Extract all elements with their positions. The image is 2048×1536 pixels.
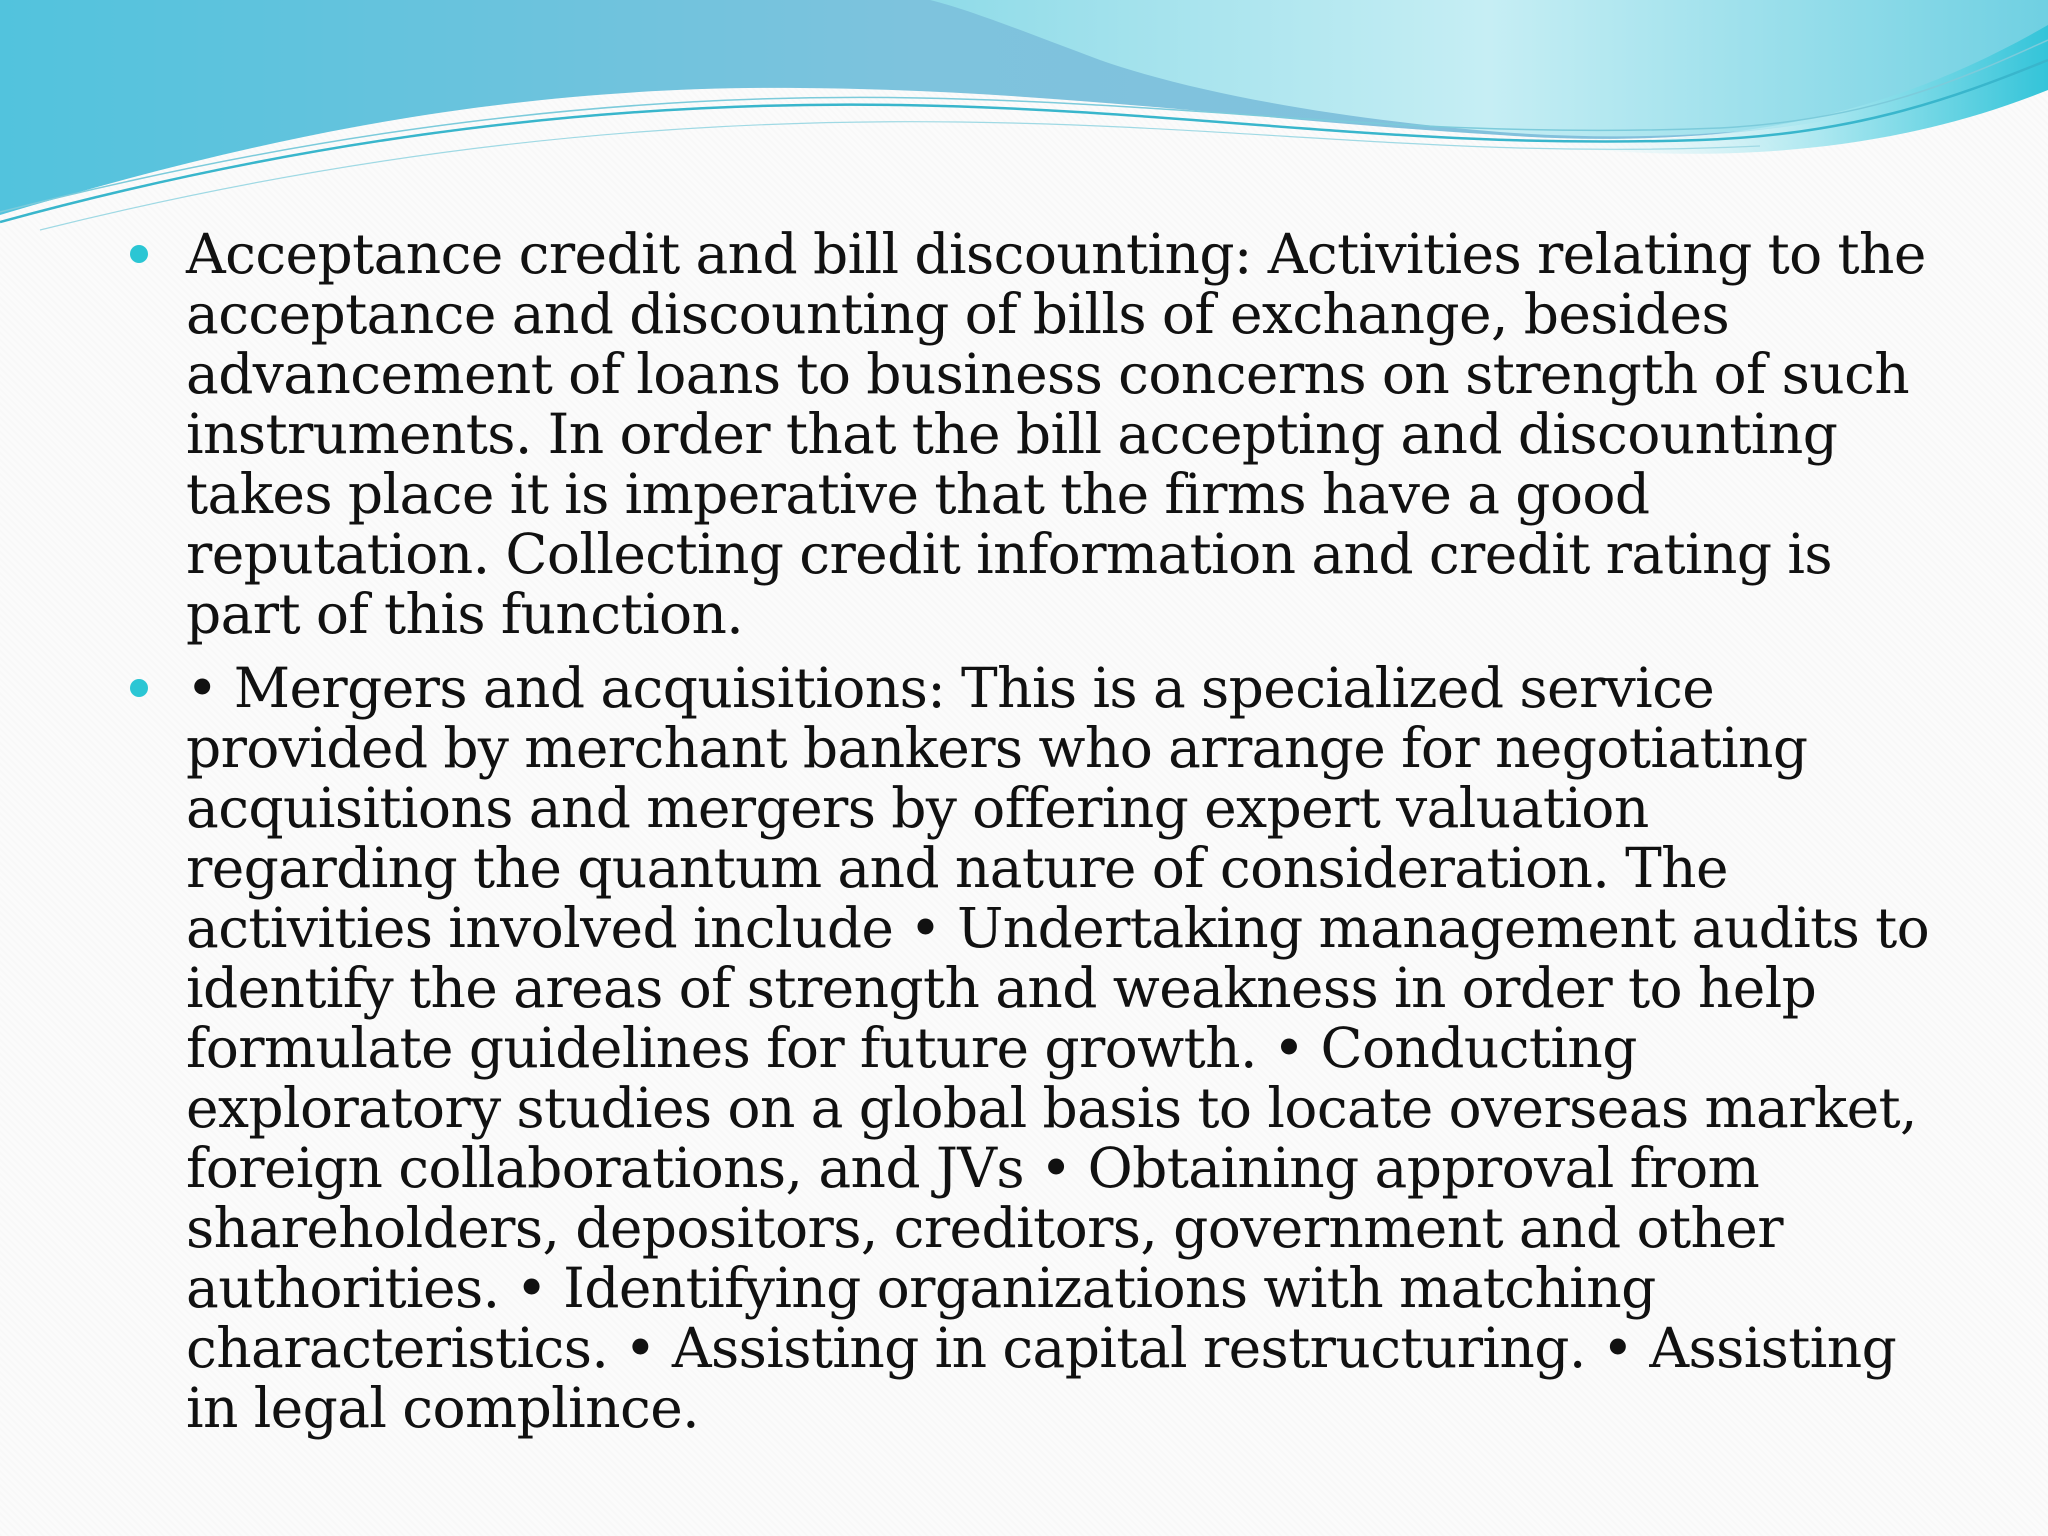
bullet-text: Acceptance credit and bill discounting: Activities relating to the acceptance and discounting of bills of exchange, besides advancement of loans to business concerns on strength of such instruments. In order that the bill accepting and discounting takes place it is imperative that the firms have a good reputation. Collecting credit information and credit rating is part of this function. <box>186 222 1926 646</box>
round-bullet-icon <box>130 245 148 263</box>
bullet-text: • Mergers and acquisitions: This is a specialized service provided by merchant bankers who arrange for negotiating acquisitions and mergers by offering expert valuation regarding the quantum and nature of consideration. The activities involved include • Undertaking management audits to identify the areas of strength and weakness in order to help formulate guidelines for future growth. • Conducting exploratory studies on a global basis to locate overseas market, foreign collaborations, and JVs • Obtaining approval from shareholders, depositors, creditors, government and other authorities. • Identifying organizations with matching characteristics. • Assisting in capital restructuring. • Assisting in legal complince. <box>186 656 1930 1440</box>
round-bullet-icon <box>130 679 148 697</box>
bullet-item <box>130 658 1930 1438</box>
bullet-item <box>130 224 1930 644</box>
header-wave-decoration <box>0 0 2048 240</box>
bullet-list <box>130 224 1930 1438</box>
slide-body <box>130 224 1930 1452</box>
